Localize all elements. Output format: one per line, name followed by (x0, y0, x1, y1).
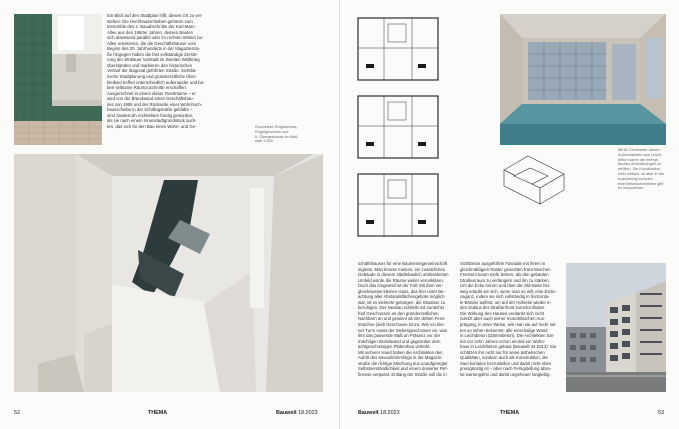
plan-caption: Grundrisse Erdgeschoss, Regelgeschoss und 5. Obergeschoss im Maß- stab 1:200 (255, 125, 299, 144)
left-page (0, 0, 339, 429)
construction-detail (500, 150, 568, 210)
footer-page-number-left: 52 (14, 410, 20, 416)
detail-caption: Mit 60 Zentimeter dicken Außenwänden aus Leicht- beton waren die energe- tischen Anforderungen zu erfüllen. Die Konstruktion wirkt einfach, ist aber in der Ausführung komplex: eine Betonschwerkiem gibt es hinzuziehen. (618, 148, 665, 191)
footer-page-number-right: 53 (658, 410, 664, 416)
body-text-col2: schäftshauses für eine Baumeinngemeinschaft eignete. Man könnte meinen, ein zusätzliches Gebäude in diesem städtebaulich ambivalenten Umfeld würde die Räume weiter verunklären. Doch das Gegenteil ist der Fall: Mit dem ver- gleichsweise kleinen Haus, das hier unter Be- achtung aller Abstandsflächengebote möglich war, ist es vielmehr gelungen, die Situation zu beruhigen. Der Neubau schließt mit zunächst fünf Geschossen an den gründerzeitlichen Nachbarn an und gewinnt ab der dritten Fens- terachse (sieb Geschosse hinzu. Wie ein klei- ner Turm mutet der Siebengeschosser an, was ihm das passende Maß an Präsenz vor der mächtigen Brandwand und gegenüber dem achtgeschossigen Plattenbau verleiht. Mit sicherer Hand haben die Architekten den Aufritt des Neuankömmlings in der Magazin- straße die richtige Mischung aus unaufgeregter Selbstverständlichkeit und einem dosierter Ref- finesse verpasst. Entlang der Straße soll die in (358, 261, 449, 377)
interior-photo (500, 14, 666, 145)
intro-text: Ein Blick auf den Stadtplan hilft, diesen Ort zu ver- stehen: Die Hochhausscheiben gehören zum Ensemble des 2. Bauabschnitts der Karl-Marx- Allee aus den 1960er Jahren, dessen Bauten sich abwesend parallel oder im rechten Winkel zur Allee orientieren, die die Geschäftshäuser vom Beginn des 20. Jahrhunderts in der Magazinstra- ße hingegen haben die fast vollständige Zerstö- rung der Stralauer Vorstadt im Zweiten Weltkrieg überstanden und markieren den historischen Verlauf der diagonal geführten Straße. Sichtba- rische Stadtplanung und gründerzeitliche Über- bleibsel treffen unterschiedlich aufeinander und ha- ben seltsame Raumzuschnitte erschaffen. Ausgerechnet in einem dieser Restträume – er wird von der Brandwand eines Geschäftshau- ses von 1906 und der Rückseite einer Wohnhoch- hausscheibe in der Schillingstraße gebildet – sind zanderroth Architekten fündig geworden, als sie nach einem Innenstadtgrundstück such- ten, das sich für den Bau eines Wohn- und Ge- (107, 13, 205, 129)
footer-section-left: THEMA (148, 410, 168, 416)
stairwell-photo (14, 154, 323, 392)
footer-section-right: THEMA (500, 410, 520, 416)
bathroom-photo (14, 14, 102, 145)
exterior-photo (566, 263, 666, 392)
body-text-col1 (0, 260, 1, 261)
footer-magazine-right: Bauwelt 18.2023 (358, 410, 400, 416)
body-text-col3: Sichtbeton ausgeführte Fassade mit ihrem in gleichmäßigem Raster gesetzten französischen Fenstern kaum mehr leisten, als den gebauten Straßenraum zu verlängern und ihn zu stärken. Um die Ecke herum und über die Stirnseite hin- weg erlaubt sie sich, wenn man so will, eine Extra- vaganz, indem sie sich vollständig in horizonta- le Bänder auflöst, um auf der Hofseite wieder in den Duktus der Straßenfront zurückzufinden. Die Wirkung des Hauses verdankt sich nicht zuletzt aber auch seiner monolithischen Aus- prägung, in einer Weise, wie man sie auf mehr sel- ten so sehen bekommt: alle einschalige Wand in Leichtbeton (Dämmbeton). Die Architekten hat- ten vor zehn Jahren schon einmal ein Wohn- haus in Leichtbeton gebaut (Bauwelt 44.2013). Sie schätzen ihn nicht nur für seine ästhetischen Qualitäten, sondern auch als Konstruktion, die zwei komplex herzustellen und damit nicht eben preisgünstig ist – aber nach Fertigstellung abso- lut wartungsfrei und damit ungeheuer langlebig. (460, 261, 557, 377)
footer-magazine-left: Bauwelt 18.2023 (276, 410, 318, 416)
right-page (255, 0, 679, 429)
floor-plans (354, 14, 449, 250)
